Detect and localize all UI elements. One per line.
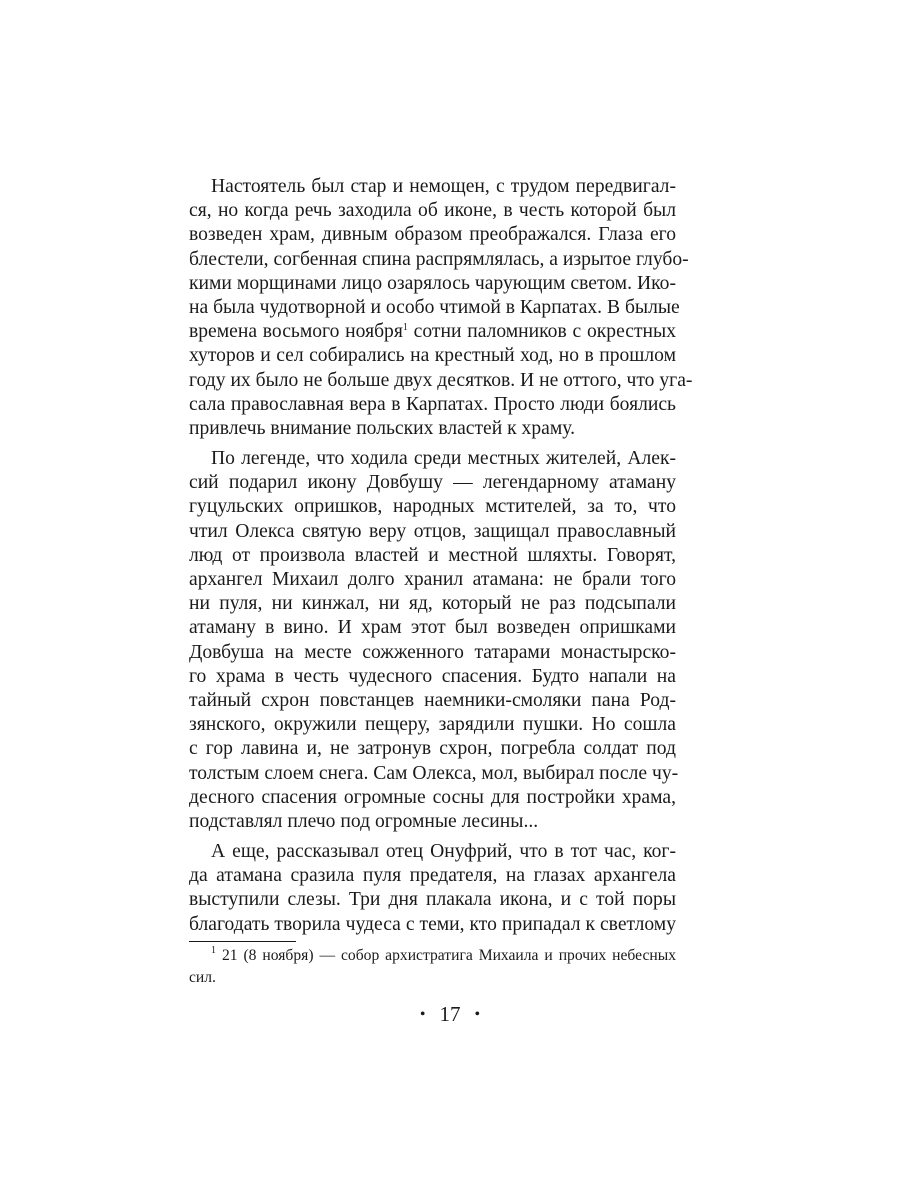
text-line: хуторов и сел собирались на крестный ход, но в прошлом [189,345,676,367]
text-line: ся, но когда речь заходила об иконе, в честь которой был [189,200,676,222]
text-line: привлечь внимание польских властей к храму. [189,417,575,439]
text-line: десного спасения огромные сосны для постройки храма, [189,786,676,808]
text-line: архангел Михаил долго хранил атамана: не брали того [189,569,676,590]
main-text [189,175,693,937]
paragraph [189,175,693,441]
text-line: атаману в вино. И храм этот был возведен опришками [189,617,676,639]
footnote-divider [189,941,296,942]
paragraph [189,840,676,937]
footnote-marker: 1 [211,945,216,956]
text-line: на была чудотворной и особо чтимой в Карпатах. В былые [189,296,680,318]
text-line-with-footnote [189,320,676,344]
bullet-icon: • [474,1006,481,1023]
text-line: благодать творила чудеса с теми, кто припадал к светлому [189,913,676,935]
bullet-icon: • [419,1006,426,1023]
page-footer [0,1000,900,1029]
text-line: возведен храм, дивным образом преображался. Глаза его [189,224,676,246]
footnote-line [189,945,676,967]
text-line: году их было не больше двух десятков. И не оттого, что уга- [189,369,693,391]
text-line: зянского, окружили пещеру, зарядили пушки. Но сошла [189,714,676,736]
text-line: люд от произвола властей и местной шляхты. Говорят, [189,544,676,566]
text-line: гуцульских опришков, народных мстителей, за то, что [189,496,676,518]
text-line: с гор лавина и, не затронув схрон, погребла солдат под [189,738,676,760]
text-line: толстым слоем снега. Сам Олекса, мол, выбирал после чу- [189,762,679,784]
text-fragment: времена восьмого ноября [189,321,403,343]
text-line: го храма в честь чудесного спасения. Будто напали на [189,665,676,687]
footnote-text: 21 (8 ноября) — собор архистратига Михаила и прочих небесных [221,947,676,964]
text-fragment: сотни паломников с окрестных [413,321,676,343]
text-line: да атамана сразила пуля предателя, на глазах архангела [189,865,676,887]
text-line: По легенде, что ходила среди местных жителей, Алек- [211,448,676,470]
page-number: 17 [439,1002,461,1026]
paragraph [189,447,679,834]
text-line: кими морщинами лицо озарялось чарующим светом. Ико- [189,272,676,294]
text-line: тайный схрон повстанцев наемники-смоляки пана Род- [189,689,676,711]
text-line: Довбуша на месте сожженного татарами монастырско- [189,641,676,663]
text-line: чтил Олекса святую веру отцов, защищал православный [189,520,676,542]
text-line: Настоятель был стар и немощен, с трудом передвигал- [211,176,676,197]
text-line: блестели, согбенная спина распрямлялась, а изрытое глубо- [189,248,689,270]
text-line: выступили слезы. Три дня плакала икона, и с той поры [189,889,676,911]
text-line: А еще, рассказывал отец Онуфрий, что в тот час, ког- [211,841,676,863]
footnote-line: сил. [189,969,216,986]
text-line: ни пуля, ни кинжал, ни яд, который не раз подсыпали [189,593,676,615]
text-line: сий подарил икону Довбушу — легендарному атаману [189,472,676,494]
footnote [189,945,676,989]
footnote-reference[interactable]: 1 [402,322,408,334]
text-line: сала православная вера в Карпатах. Просто люди боялись [189,393,676,415]
text-line: подставлял плечо под огромные лесины... [189,810,539,832]
